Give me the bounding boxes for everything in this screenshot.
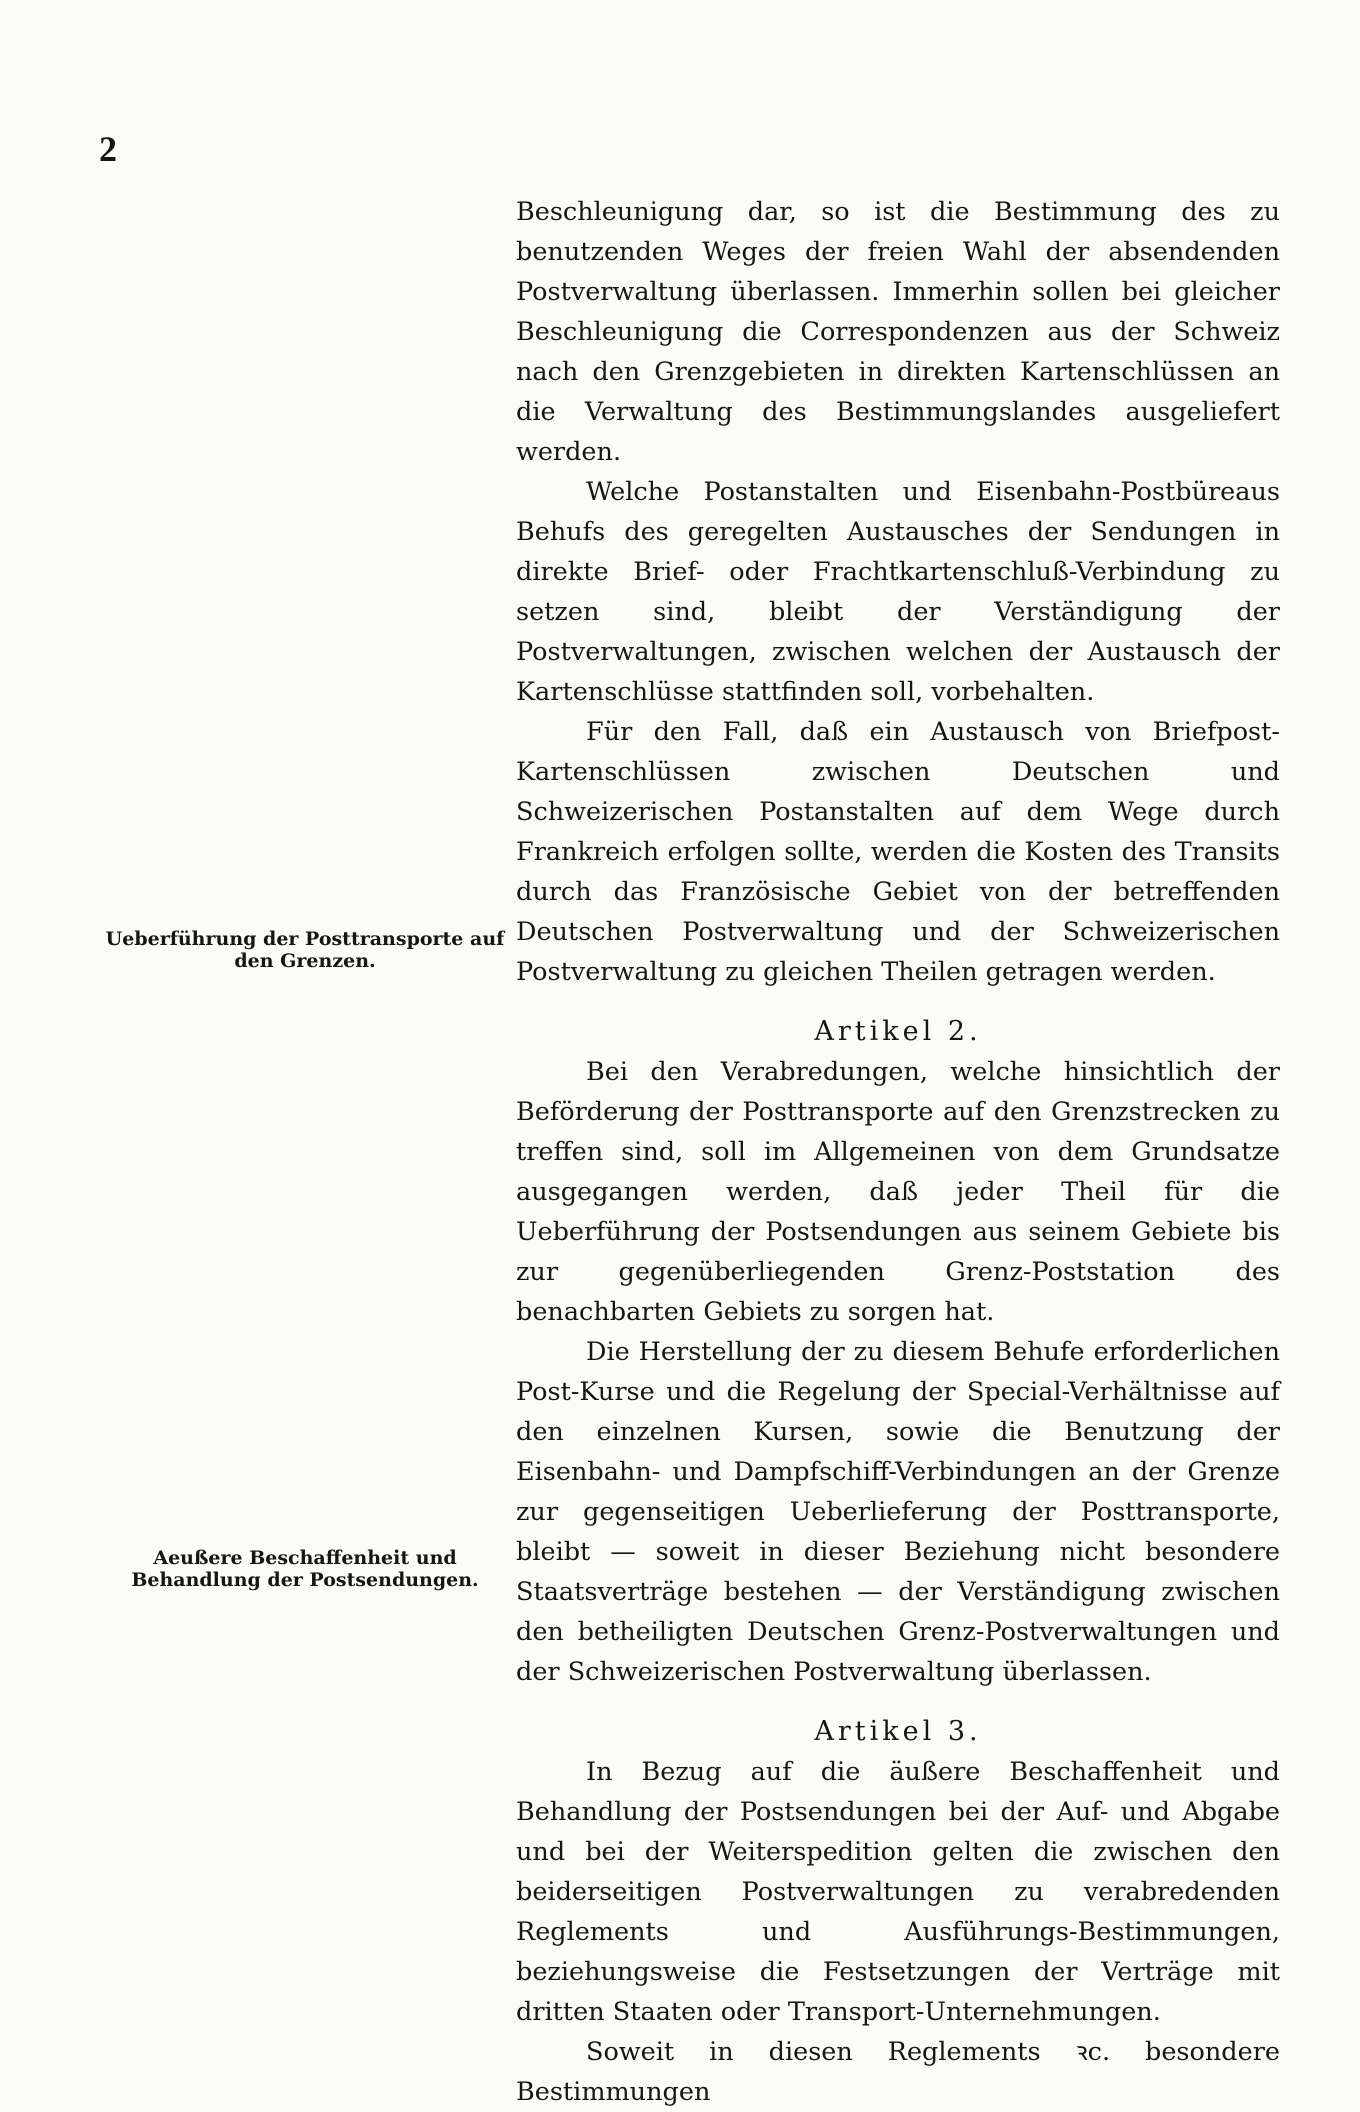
paragraph: Beschleunigung dar, so ist die Bestimmung des zu benutzenden Weges der freien Wahl der absendenden Postverwaltung überlassen. Immerhin sollen bei gleicher Beschleunigung die Correspondenzen aus der Schweiz nach den Grenzgebieten in direkten Kartenschlüssen an die Verwaltung des Bestimmungslandes ausgeliefert werden.	[516, 197, 1280, 467]
paragraph: Für den Fall, daß ein Austausch von Briefpost-Kartenschlüssen zwischen Deutschen und Schweizerischen Postanstalten auf dem Wege durch Frankreich erfolgen sollte, werden die Kosten des Transits durch das Französische Gebiet von der betreffenden Deutschen Postverwaltung und der Schweizerischen Postverwaltung zu gleichen Theilen getragen werden.	[516, 717, 1280, 987]
article-2-heading: Artikel 2.	[814, 1016, 982, 1047]
page-number: 2	[99, 129, 117, 169]
article-3-heading: Artikel 3.	[814, 1716, 982, 1747]
paragraph: Soweit in diesen Reglements ꝛc. besondere Bestimmungen	[516, 2037, 1280, 2107]
sidenote-article-3: Aeußere Beschaffenheit und Behandlung der Postsendungen.	[131, 1547, 479, 1591]
sidenote-article-2: Ueberführung der Posttransporte auf den Grenzen.	[105, 928, 505, 972]
paragraph: In Bezug auf die äußere Beschaffenheit und Behandlung der Postsendungen bei der Auf- und Abgabe und bei der Weiterspedition gelten die zwischen den beiderseitigen Postverwaltungen zu verabredenden Reglements und Ausführungs-Bestimmungen, beziehungsweise die Festsetzungen der Verträge mit dritten Staaten oder Transport-Unternehmungen.	[516, 1757, 1280, 2027]
paragraph: Welche Postanstalten und Eisenbahn-Postbüreaus Behufs des geregelten Austausches der Sendungen in direkte Brief- oder Frachtkartenschluß-Verbindung zu setzen sind, bleibt der Verständigung der Postverwaltungen, zwischen welchen der Austausch der Kartenschlüsse stattfinden soll, vorbehalten.	[516, 477, 1280, 707]
main-text-column	[516, 192, 1280, 2112]
paragraph: Die Herstellung der zu diesem Behufe erforderlichen Post-Kurse und die Regelung der Special-Verhältnisse auf den einzelnen Kursen, sowie die Benutzung der Eisenbahn- und Dampfschiff-Verbindungen an der Grenze zur gegenseitigen Ueberlieferung der Posttransporte, bleibt — soweit in dieser Beziehung nicht besondere Staatsverträge bestehen — der Verständigung zwischen den betheiligten Deutschen Grenz-Postverwaltungen und der Schweizerischen Postverwaltung überlassen.	[516, 1337, 1280, 1687]
paragraph: Bei den Verabredungen, welche hinsichtlich der Beförderung der Posttransporte auf den Grenzstrecken zu treffen sind, soll im Allgemeinen von dem Grundsatze ausgegangen werden, daß jeder Theil für die Ueberführung der Postsendungen aus seinem Gebiete bis zur gegenüberliegenden Grenz-Poststation des benachbarten Gebiets zu sorgen hat.	[516, 1057, 1280, 1327]
